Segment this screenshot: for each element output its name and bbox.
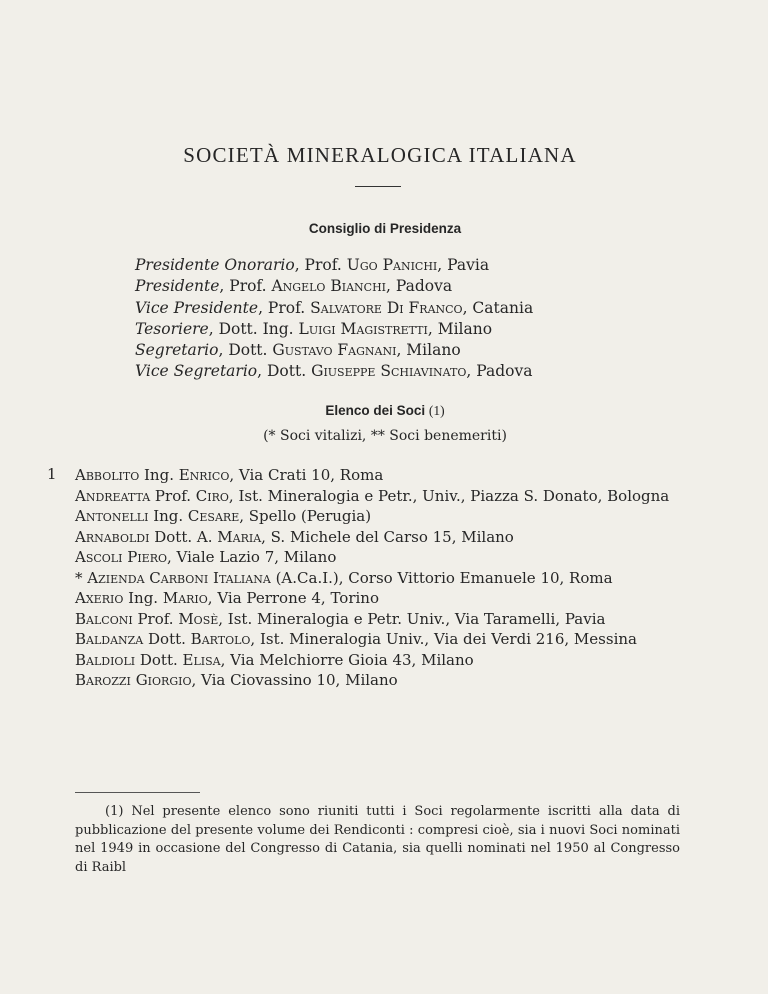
list-item: Andreatta Prof. Ciro, Ist. Mineralogia e Petr., Univ., Piazza S. Donato, Bologna xyxy=(75,486,670,505)
list-item: Baldioli Dott. Elisa, Via Melchiorre Gioia 43, Milano xyxy=(75,650,474,669)
page-number-marker: 1 xyxy=(47,465,57,483)
list-item: Baldanza Dott. Bartolo, Ist. Mineralogia Univ., Via dei Verdi 216, Messina xyxy=(75,630,637,648)
footnote-mark: (1) xyxy=(105,804,124,819)
list-item: Barozzi Giorgio, Via Ciovassino 10, Milano xyxy=(75,671,398,689)
members-legend: (* Soci vitalizi, ** Soci benemeriti) xyxy=(263,428,507,444)
list-item: Ascoli Piero, Viale Lazio 7, Milano xyxy=(75,548,337,566)
council-officer: Presidente, Prof. Angelo Bianchi, Padova xyxy=(135,277,453,296)
footnote xyxy=(75,803,680,877)
council-officer: Tesoriere, Dott. Ing. Luigi Magistretti, Milano xyxy=(135,319,493,338)
list-item: Axerio Ing. Mario, Via Perrone 4, Torino xyxy=(75,589,379,607)
list-item: Antonelli Ing. Cesare, Spello (Perugia) xyxy=(75,507,372,525)
members-heading: Elenco dei Soci (1) xyxy=(325,403,445,418)
page-title: SOCIETÀ MINERALOGICA ITALIANA xyxy=(183,143,577,167)
members-list xyxy=(75,465,675,691)
list-item: Arnaboldi Dott. A. Maria, S. Michele del Carso 15, Milano xyxy=(75,527,514,546)
title-rule xyxy=(355,186,401,187)
council-officer: Vice Segretario, Dott. Giuseppe Schiavinato, Padova xyxy=(135,362,533,381)
list-item: Abbolito Ing. Enrico, Via Crati 10, Roma xyxy=(75,466,384,484)
list-item: * Azienda Carboni Italiana (A.Ca.I.), Corso Vittorio Emanuele 10, Roma xyxy=(75,568,613,587)
council-officer: Presidente Onorario, Prof. Ugo Panichi, Pavia xyxy=(135,256,490,274)
footnote-text: Nel presente elenco sono riuniti tutti i Soci regolarmente iscritti alla data di pubblicazione del presente volume dei Rendiconti : compresi cioè, sia i nuovi Soci nominati nel 1949 in occasione del Congresso di Catania, sia quelli nominati nel 1950 al Congresso di Raibl xyxy=(75,804,680,875)
council-officer: Segretario, Dott. Gustavo Fagnani, Milano xyxy=(135,341,461,360)
footnote-reference: (1) xyxy=(428,403,445,418)
council-heading: Consiglio di Presidenza xyxy=(308,221,462,236)
list-item: Balconi Prof. Mosè, Ist. Mineralogia e Petr. Univ., Via Taramelli, Pavia xyxy=(75,609,606,628)
footnote-rule xyxy=(75,792,200,793)
council-officer: Vice Presidente, Prof. Salvatore Di Franco, Catania xyxy=(135,298,534,317)
council-list xyxy=(135,255,533,383)
